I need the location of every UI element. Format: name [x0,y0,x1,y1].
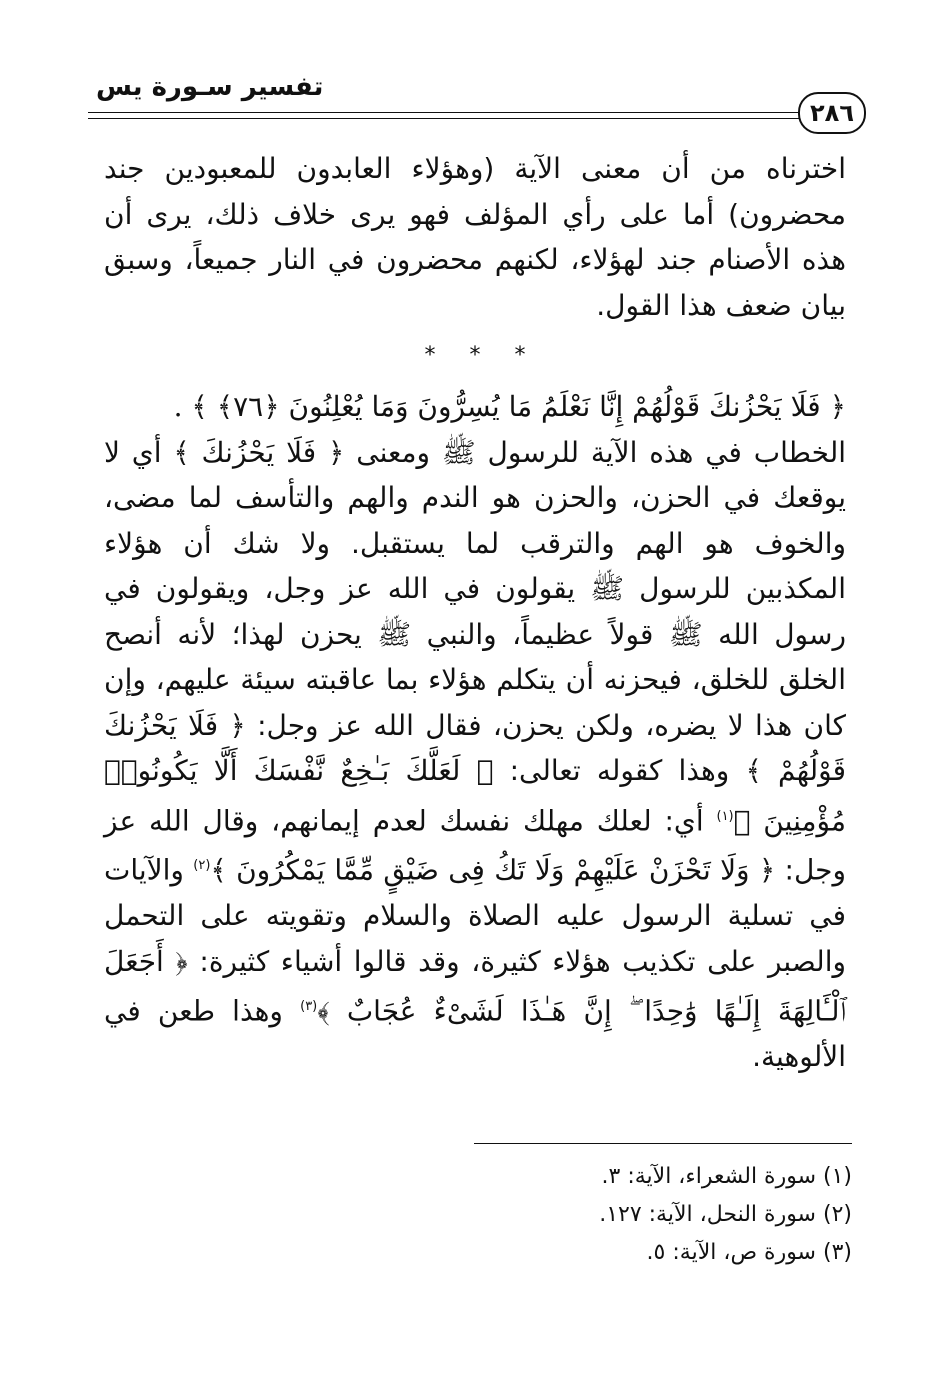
quran-quote-3: ﴿ لَعَلَّكَ بَـٰخِعٌ نَّفْسَكَ أَلَّا يَكُونُوا۟ مُؤْمِنِينَ ﴾ [104,754,846,837]
footnote-ref-3: (٣) [300,999,318,1015]
paragraph-intro: اخترناه من أن معنى الآية (وهؤلاء العابدون للمعبودين جند محضرون) أما على رأي المؤلف فهو يرى خلاف ذلك، يرى أن هذه الأصنام جند لهؤلاء، لكنهم محضرون في النار جميعاً، وسبق بيان ضعف هذا القول. [104,152,846,322]
footnote-ref-1: (١) [716,808,734,824]
paragraph-commentary [104,430,846,1080]
page-number-badge: ٢٨٦ [798,92,866,134]
footnote-1: (١) سورة الشعراء، الآية: ٣. [601,1164,852,1189]
footnotes [474,1158,852,1272]
header-rule-secondary [88,118,800,119]
running-header-title: تفسير سـورة يس [96,72,324,102]
commentary-text-d: أي: لعلك مهلك نفسك لعدم إيمانهم، وقال الله عز وجل: [104,803,847,887]
footnote-separator [474,1143,852,1144]
header-rule [88,112,800,113]
commentary-text-c: وهذا كقوله تعالى: [493,754,746,787]
main-text [104,146,846,1079]
quran-quote-1: ﴿ فَلَا يَحْزُنكَ ﴾ [173,435,345,469]
commentary-text-b: أي لا يوقعك في الحزن، والحزن هو الندم والهم والتأسف لما مضى، والخوف هو الهم والترقب لما يستقبل. ولا شك أن هؤلاء المكذبين للرسول ﷺ يقولون في الله عز وجل، ويقولون في رسول الله ﷺ قولاً عظيماً، والنبي ﷺ يحزن لهذا؛ لأنه أنصح الخلق للخلق، فيحزنه أن يتكلم هؤلاء بما عاقبته سيئة عليهم، وإن كان هذا لا يضره، ولكن يحزن، فقال الله عز وجل: [104,435,846,742]
verse-heading: ﴿ فَلَا يَحْزُنكَ قَوْلُهُمْ إِنَّا نَعْلَمُ مَا يُسِرُّونَ وَمَا يُعْلِنُونَ ﴿٧٦﴾ ﴾ . [173,390,846,423]
commentary-text-e: والآيات في تسلية الرسول عليه الصلاة والسلام وتقويته على التحمل والصبر على تكذيب هؤلاء كثيرة، وقد قالوا أشياء كثيرة: [104,853,846,978]
footnote-2: (٢) سورة النحل، الآية: ١٢٧. [599,1202,852,1227]
stars-text: *** [424,343,560,368]
quran-quote-4: ﴿ وَلَا تَحْزَنْ عَلَيْهِمْ وَلَا تَكُ فِى ضَيْقٍ مِّمَّا يَمْكُرُونَ ﴾ [210,853,776,887]
commentary-text-f: وهذا طعن في الألوهية. [104,994,846,1073]
footnote-ref-2: (٢) [193,858,211,874]
commentary-text-a: الخطاب في هذه الآية للرسول ﷺ ومعنى [344,435,847,469]
footnote-3: (٣) سورة ص، الآية: ٥. [646,1240,852,1265]
quran-quote-5: ﴿ أَجَعَلَ ٱلْـَٔالِهَةَ إِلَـٰهًا وَٰحِدًا ۖ إِنَّ هَـٰذَا لَشَىْءٌ عُجَابٌ ﴾ [104,944,846,1028]
section-divider-stars [104,328,846,384]
quran-quote-2: ﴿ فَلَا يَحْزُنكَ قَوْلُهُمْ ﴾ [104,708,846,787]
